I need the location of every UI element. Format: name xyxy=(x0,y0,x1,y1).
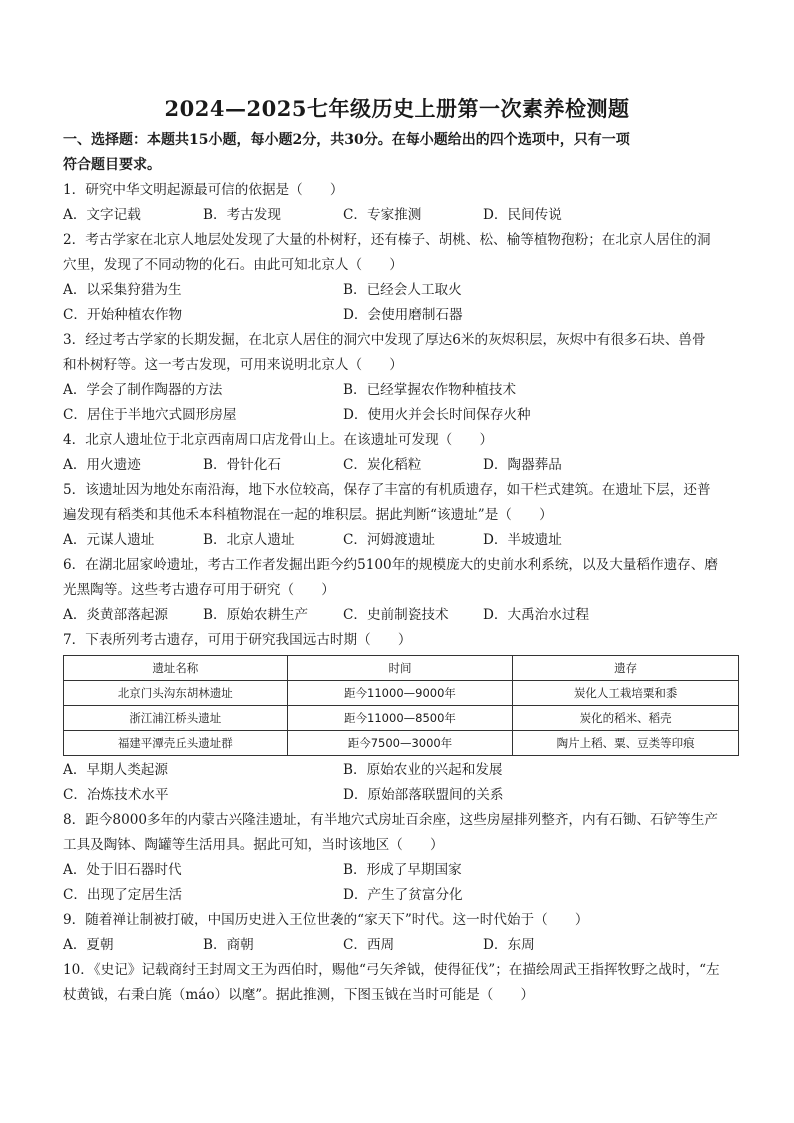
page-title: 2024—2025七年级历史上册第一次素养检测题 xyxy=(164,96,630,121)
option-c[interactable]: C．炭化稻粒 xyxy=(343,457,422,473)
options-row xyxy=(63,278,739,303)
question-stem-line: 10．《史记》记载商纣王封周文王为西伯时，赐他“弓矢斧钺，使得征伐”；在描绘周武王指挥牧野之战时，“左 xyxy=(63,962,720,978)
question-list xyxy=(63,178,739,1008)
question-stem-line: 穴里，发现了不同动物的化石。由此可知北京人（ ） xyxy=(63,257,403,273)
question-stem-line: 1．研究中华文明起源最可信的依据是（ ） xyxy=(63,182,344,198)
question-stem-line: 7．下表所列考古遗存，可用于研究我国远古时期（ ） xyxy=(63,632,412,648)
question-10 xyxy=(63,958,739,1008)
table-header-row xyxy=(64,656,739,681)
question-9 xyxy=(63,908,739,958)
section-heading-line: 一、选择题：本题共15小题，每小题2分，共30分。在每小题给出的四个选项中，只有一项 xyxy=(63,132,630,148)
table-cell: 炭化人工栽培粟和黍 xyxy=(513,681,739,706)
option-c[interactable]: C．专家推测 xyxy=(343,207,422,223)
question-6 xyxy=(63,553,739,628)
options-row xyxy=(63,203,739,228)
table-cell: 陶片上稻、粟、豆类等印痕 xyxy=(513,731,739,756)
option-d[interactable]: D．原始部落联盟间的关系 xyxy=(343,787,504,803)
question-stem-line: 5．该遗址因为地处东南沿海，地下水位较高，保存了丰富的有机质遗存，如干栏式建筑。在遗址下层，还普 xyxy=(63,482,711,498)
table-header-cell: 遗存 xyxy=(513,656,739,681)
question-stem-line: 8．距今8000多年的内蒙古兴隆洼遗址，有半地穴式房址百余座，这些房屋排列整齐，内有石锄、石铲等生产 xyxy=(63,812,718,828)
question-stem-line: 4．北京人遗址位于北京西南周口店龙骨山上。在该遗址可发现（ ） xyxy=(63,432,494,448)
option-d[interactable]: D．会使用磨制石器 xyxy=(343,307,463,323)
question-stem-line: 遍发现有稻类和其他禾本科植物混在一起的堆积层。据此判断“该遗址”是（ ） xyxy=(63,507,553,523)
question-stem-line: 和朴树籽等。这一考古发现，可用来说明北京人（ ） xyxy=(63,357,403,373)
table-cell: 炭化的稻米、稻壳 xyxy=(513,706,739,731)
table-cell: 福建平潭壳丘头遗址群 xyxy=(64,731,288,756)
table-header-cell: 遗址名称 xyxy=(64,656,288,681)
section-heading-line: 符合题目要求。 xyxy=(63,157,161,173)
option-b[interactable]: B．原始农业的兴起和发展 xyxy=(343,762,503,778)
options-row xyxy=(63,303,739,328)
question-4 xyxy=(63,428,739,478)
option-a[interactable]: A．文字记载 xyxy=(63,207,141,223)
options-row xyxy=(63,758,739,783)
options-row xyxy=(63,378,739,403)
question-stem-line: 光黑陶等。这些考古遗存可用于研究（ ） xyxy=(63,582,335,598)
options-row xyxy=(63,603,739,628)
question-7 xyxy=(63,628,739,808)
option-a[interactable]: A．早期人类起源 xyxy=(63,762,168,778)
option-a[interactable]: A．用火遗迹 xyxy=(63,457,141,473)
question-stem-line: 2．考古学家在北京人地层处发现了大量的朴树籽，还有榛子、胡桃、松、榆等植物孢粉；在北京人居住的洞 xyxy=(63,232,711,248)
options-row xyxy=(63,453,739,478)
question-5 xyxy=(63,478,739,553)
question-stem-line: 9．随着禅让制被打破，中国历史进入王位世袭的“家天下”时代。这一时代始于（ ） xyxy=(63,912,589,928)
table-row xyxy=(64,731,739,756)
options-row xyxy=(63,403,739,428)
question-3 xyxy=(63,328,739,428)
option-d[interactable]: D．大禹治水过程 xyxy=(483,607,590,623)
option-d[interactable]: D．陶器葬品 xyxy=(483,457,562,473)
table-cell: 浙江浦江桥头遗址 xyxy=(64,706,288,731)
option-c[interactable]: C．西周 xyxy=(343,937,395,953)
option-a[interactable]: A．学会了制作陶器的方法 xyxy=(63,382,223,398)
option-c[interactable]: C．出现了定居生活 xyxy=(63,887,183,903)
option-c[interactable]: C．冶炼技术水平 xyxy=(63,787,169,803)
question-8 xyxy=(63,808,739,908)
option-c[interactable]: C．居住于半地穴式圆形房屋 xyxy=(63,407,237,423)
table-cell: 北京门头沟东胡林遗址 xyxy=(64,681,288,706)
option-a[interactable]: A．元谋人遗址 xyxy=(63,532,155,548)
option-b[interactable]: B．骨针化石 xyxy=(203,457,281,473)
option-d[interactable]: D．产生了贫富分化 xyxy=(343,887,463,903)
option-b[interactable]: B．北京人遗址 xyxy=(203,532,295,548)
question-2 xyxy=(63,228,739,328)
option-b[interactable]: B．原始农耕生产 xyxy=(203,607,309,623)
question-stem-line: 3．经过考古学家的长期发掘，在北京人居住的洞穴中发现了厚达6米的灰烬积层，灰烬中有很多石块、兽骨 xyxy=(63,332,706,348)
options-row xyxy=(63,883,739,908)
option-b[interactable]: B．已经会人工取火 xyxy=(343,282,462,298)
option-b[interactable]: B．商朝 xyxy=(203,937,254,953)
options-row xyxy=(63,528,739,553)
question-stem-line: 工具及陶钵、陶罐等生活用具。据此可知，当时该地区（ ） xyxy=(63,837,444,853)
option-d[interactable]: D．半坡遗址 xyxy=(483,532,562,548)
table-cell: 距今11000—8500年 xyxy=(287,706,513,731)
table-header-cell: 时间 xyxy=(287,656,513,681)
option-d[interactable]: D．民间传说 xyxy=(483,207,562,223)
table-cell: 距今11000—9000年 xyxy=(287,681,513,706)
relics-table xyxy=(63,655,739,756)
question-stem-line: 6．在湖北屈家岭遗址，考古工作者发掘出距今约5100年的规模庞大的史前水利系统，以及大量稻作遗存、磨 xyxy=(63,557,718,573)
table-row xyxy=(64,681,739,706)
option-b[interactable]: B．已经掌握农作物种植技术 xyxy=(343,382,517,398)
table-row xyxy=(64,706,739,731)
options-row xyxy=(63,783,739,808)
option-c[interactable]: C．河姆渡遗址 xyxy=(343,532,435,548)
option-a[interactable]: A．以采集狩猎为生 xyxy=(63,282,182,298)
option-a[interactable]: A．炎黄部落起源 xyxy=(63,607,168,623)
options-row xyxy=(63,858,739,883)
option-a[interactable]: A．夏朝 xyxy=(63,937,114,953)
option-b[interactable]: B．考古发现 xyxy=(203,207,281,223)
option-d[interactable]: D．东周 xyxy=(483,937,535,953)
question-stem-line: 杖黄钺，右秉白旄（máo）以麾”。据此推测，下图玉钺在当时可能是（ ） xyxy=(63,987,535,1003)
option-c[interactable]: C．开始种植农作物 xyxy=(63,307,183,323)
option-a[interactable]: A．处于旧石器时代 xyxy=(63,862,182,878)
options-row xyxy=(63,933,739,958)
option-c[interactable]: C．史前制瓷技术 xyxy=(343,607,449,623)
table-cell: 距今7500—3000年 xyxy=(287,731,513,756)
section-heading xyxy=(63,128,739,178)
option-b[interactable]: B．形成了早期国家 xyxy=(343,862,462,878)
question-1 xyxy=(63,178,739,228)
option-d[interactable]: D．使用火并会长时间保存火种 xyxy=(343,407,531,423)
